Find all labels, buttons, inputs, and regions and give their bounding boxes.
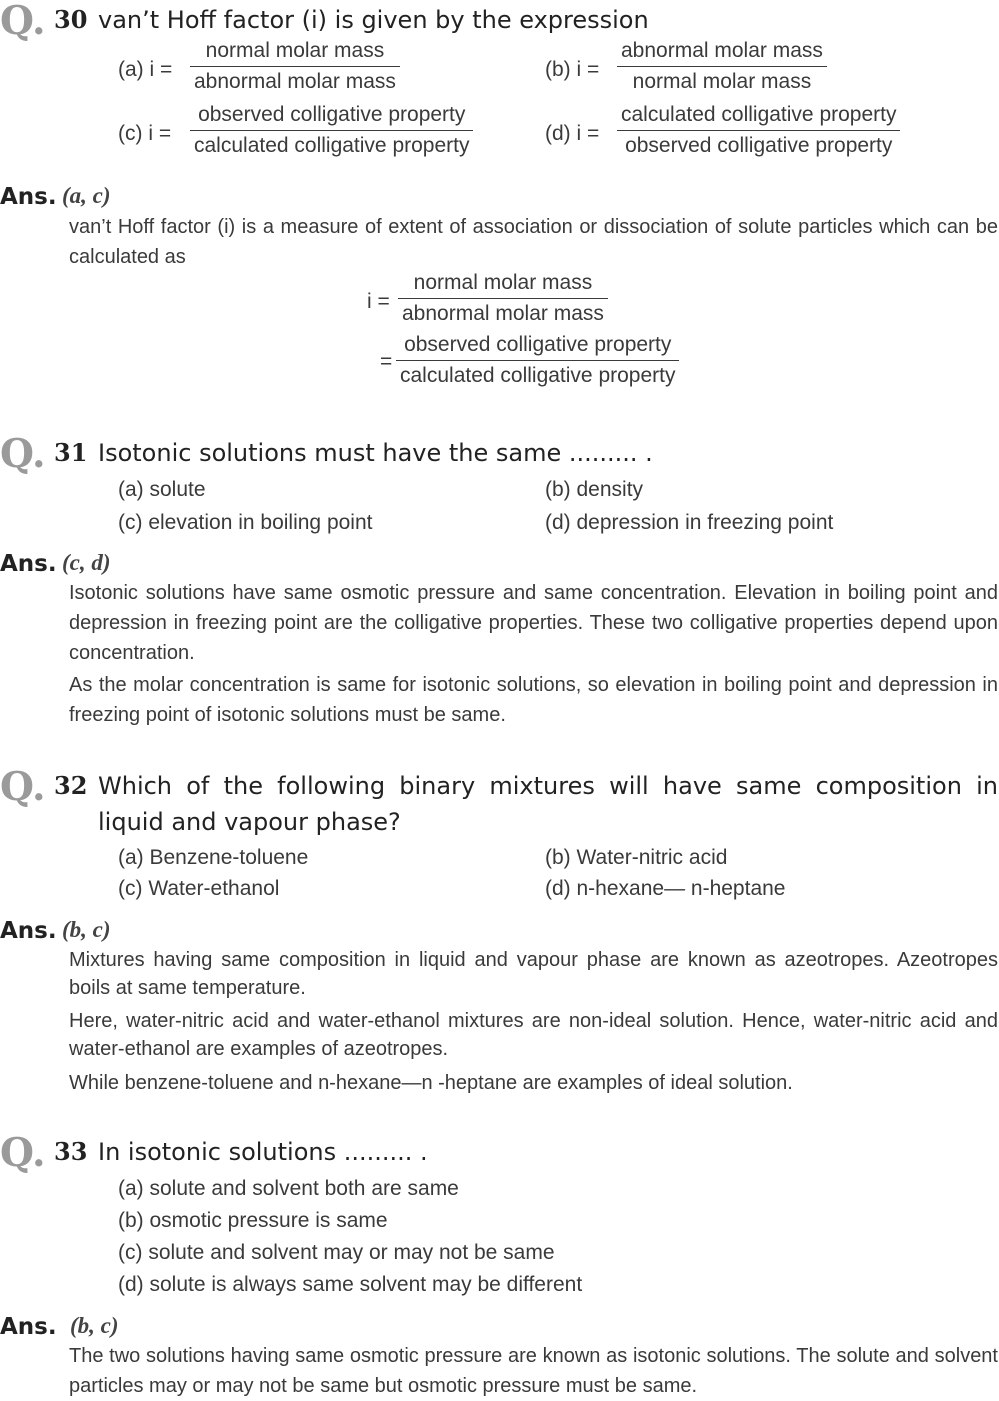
option-b-label: (b) i = [545, 58, 600, 81]
option-d-fraction [617, 102, 900, 159]
question-number: 31 [54, 438, 88, 467]
option-c: (c) solute and solvent may or may not be same [118, 1241, 555, 1264]
option-c-numerator: observed colligative property [190, 102, 473, 131]
option-c: (c) Water-ethanol [118, 877, 280, 900]
answer-value: (a, c) [62, 183, 111, 208]
option-d-label: (d) i = [545, 122, 600, 145]
answer-value: (b, c) [62, 917, 111, 942]
answer-value: (b, c) [70, 1313, 119, 1338]
option-a: (a) solute [118, 478, 206, 501]
question-number: 33 [54, 1137, 88, 1166]
option-d: (d) solute is always same solvent may be different [118, 1273, 583, 1296]
answer-label: Ans. [0, 918, 57, 944]
option-d-numerator: calculated colligative property [617, 102, 900, 131]
equation-2-fraction [396, 332, 679, 389]
option-b-numerator: abnormal molar mass [617, 38, 827, 67]
equation-2-numerator: observed colligative property [396, 332, 679, 361]
answer-label: Ans. [0, 1314, 57, 1340]
option-b: (b) density [545, 478, 644, 501]
equation-2-denominator: calculated colligative property [400, 364, 676, 387]
explanation-paragraph-2: As the molar concentration is same for isotonic solutions, so elevation in boiling point and depression in freezing point of isotonic solutions must be same. [69, 674, 998, 726]
explanation-paragraph-2: Here, water-nitric acid and water-ethanol mixtures are non-ideal solution. Hence, water-nitric acid and water-ethanol are examples of azeotropes. [69, 1010, 998, 1060]
equation-1-label: i = [367, 290, 390, 313]
option-a-label: (a) i = [118, 58, 173, 81]
explanation-paragraph-1: Isotonic solutions have same osmotic pressure and same concentration. Elevation in boiling point and depression in freezing point are the colligative properties. These two colligative properties depend upon concentration. [69, 582, 998, 664]
explanation-paragraph-1: Mixtures having same composition in liquid and vapour phase are known as azeotropes. Azeotropes boils at same temperature. [69, 949, 998, 999]
explanation-paragraph: van’t Hoff factor (i) is a measure of extent of association or dissociation of solute particles which can be calculated as [69, 216, 998, 268]
answer-label: Ans. [0, 184, 57, 210]
option-d: (d) depression in freezing point [545, 511, 834, 534]
equation-1-numerator: normal molar mass [398, 270, 608, 299]
option-a-numerator: normal molar mass [190, 38, 400, 67]
question-text-line-2: liquid and vapour phase? [98, 808, 401, 836]
question-number: 32 [54, 771, 88, 800]
option-c-fraction [190, 102, 473, 159]
question-text: Isotonic solutions must have the same ......... . [98, 439, 653, 467]
answer-value: (c, d) [62, 550, 111, 575]
question-text: van’t Hoff factor (i) is given by the expression [98, 6, 649, 34]
option-b: (b) Water-nitric acid [545, 846, 728, 869]
explanation-paragraph-3: While benzene-toluene and n-hexane—n -heptane are examples of ideal solution. [69, 1072, 793, 1094]
option-d-denominator: observed colligative property [625, 134, 893, 157]
option-c-label: (c) i = [118, 122, 172, 145]
option-b: (b) osmotic pressure is same [118, 1209, 388, 1232]
question-marker: Q. [0, 764, 46, 810]
equation-1-fraction [398, 270, 608, 327]
option-a-fraction [190, 38, 400, 95]
question-marker: Q. [0, 1130, 46, 1176]
option-a: (a) Benzene-toluene [118, 846, 309, 869]
equation-2-label: = [380, 350, 393, 373]
option-a-denominator: abnormal molar mass [194, 70, 396, 93]
answer-label: Ans. [0, 551, 57, 577]
option-d: (d) n-hexane— n-heptane [545, 877, 786, 900]
question-text-line-1: Which of the following binary mixtures will have same composition in [98, 772, 998, 800]
question-marker: Q. [0, 0, 46, 44]
question-text: In isotonic solutions ......... . [98, 1138, 428, 1166]
option-c: (c) elevation in boiling point [118, 511, 373, 534]
explanation-paragraph: The two solutions having same osmotic pressure are known as isotonic solutions. The solute and solvent particles may or may not be same but osmotic pressure must be same. [69, 1345, 998, 1397]
question-marker: Q. [0, 431, 46, 477]
question-number: 30 [54, 5, 88, 34]
option-c-denominator: calculated colligative property [194, 134, 470, 157]
option-b-denominator: normal molar mass [632, 70, 812, 93]
option-a: (a) solute and solvent both are same [118, 1177, 459, 1200]
option-b-fraction [617, 38, 827, 95]
equation-1-denominator: abnormal molar mass [402, 302, 604, 325]
